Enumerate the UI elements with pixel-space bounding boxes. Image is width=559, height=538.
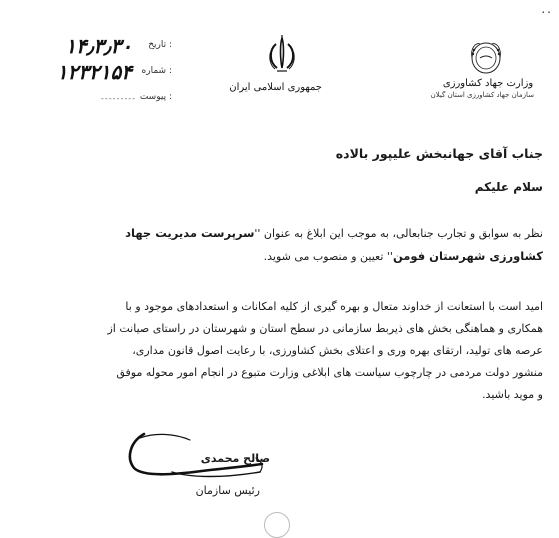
date-row bbox=[62, 36, 172, 58]
ministry-name: وزارت جهاد کشاورزی bbox=[442, 78, 534, 89]
national-emblem bbox=[229, 34, 322, 116]
attachment-row bbox=[62, 88, 172, 110]
wishes-line: همکاری و هماهنگی بخش های ذیربط سازمانی در سطح استان و شهرستان در راستای صیانت از bbox=[107, 322, 543, 335]
letter-meta bbox=[56, 34, 172, 116]
number-row bbox=[56, 60, 172, 84]
bottom-stamp-edge bbox=[264, 512, 290, 538]
addressee: جناب آقای جهانبخش علیپور بالاده bbox=[335, 146, 543, 161]
wishes-line: و موید باشید. bbox=[482, 388, 543, 401]
appointment-paragraph bbox=[103, 222, 543, 268]
appointment-line-1-text: نظر به سوابق و تجارب جنابعالی، به موجب این ابلاغ به عنوان '' bbox=[254, 227, 543, 240]
appointment-line-2 bbox=[103, 245, 543, 268]
emblem-caption: جمهوری اسلامی ایران bbox=[229, 82, 322, 93]
wheat-circle-icon bbox=[456, 40, 516, 80]
emblem-icon bbox=[265, 34, 299, 74]
date-value: ۱۴٫۳٫۳۰ bbox=[65, 34, 132, 58]
date-label: : تاریخ bbox=[148, 40, 172, 50]
appointment-title-part-1: سرپرست مدیریت جهاد bbox=[125, 226, 255, 240]
appointment-title-part-2: کشاورزی شهرستان فومن bbox=[392, 249, 543, 263]
ministry-caption bbox=[430, 78, 534, 99]
signer-name: صالح محمدی bbox=[200, 452, 270, 465]
wishes-paragraph bbox=[103, 296, 543, 406]
appointment-line-1 bbox=[103, 222, 543, 245]
attachment-label: : پیوست bbox=[139, 92, 172, 102]
wishes-line: منشور دولت مردمی در چارچوب سیاست های ابلاغی وزارت متبوع در انجام امور محوله موفق bbox=[116, 366, 543, 379]
corner-mark: .. bbox=[541, 2, 553, 16]
attachment-value: --------- bbox=[101, 94, 136, 103]
number-value: ۱۲۳۲۱۵۴ bbox=[56, 60, 132, 84]
wishes-line: عرصه های تولید، ارتقای بهره وری و اعتلای بخش کشاورزی، با رعایت اصول قانون مداری، bbox=[132, 344, 543, 357]
signer-title: رئیس سازمان bbox=[195, 484, 260, 497]
greeting: سلام علیکم bbox=[474, 180, 543, 194]
wishes-line: امید است با استعانت از خداوند متعال و بهره گیری از کلیه امکانات و استعدادهای موجود و با bbox=[125, 300, 543, 313]
appointment-line-2-text: '' تعیین و منصوب می شوید. bbox=[263, 250, 393, 263]
ministry-subtitle: سازمان جهاد کشاورزی استان گیلان bbox=[430, 91, 534, 99]
number-label: : شماره bbox=[141, 66, 172, 76]
